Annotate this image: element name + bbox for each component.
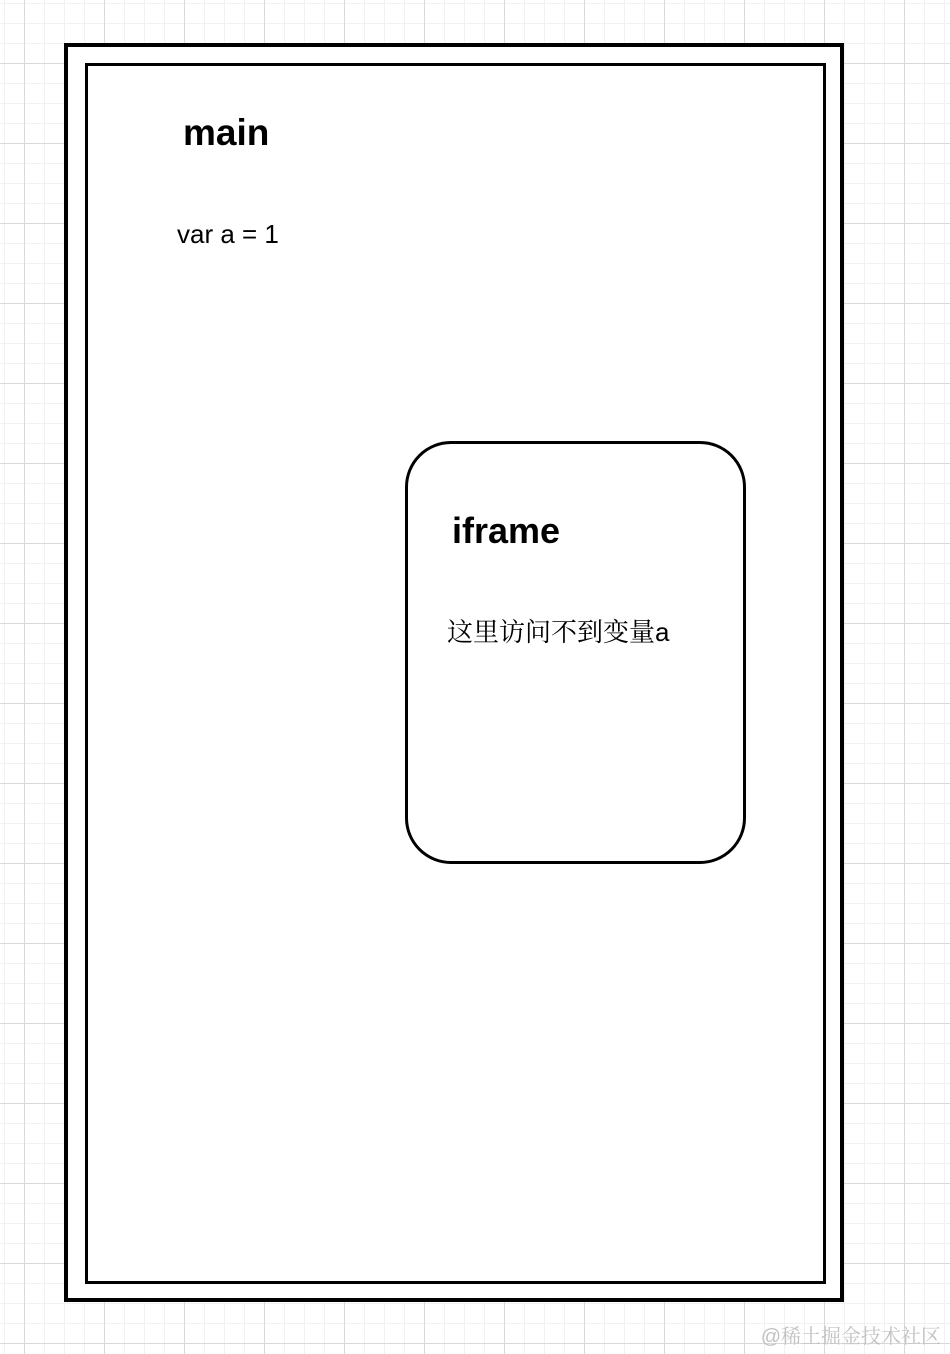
main-box-code-text: var a = 1 xyxy=(177,219,279,249)
main-box-title: main xyxy=(183,112,270,153)
iframe-box-title: iframe xyxy=(452,510,561,551)
watermark-text: @稀土掘金技术社区 xyxy=(760,1326,941,1348)
iframe-box-note-text: 这里访问不到变量a xyxy=(447,617,670,647)
iframe-box xyxy=(405,441,746,864)
